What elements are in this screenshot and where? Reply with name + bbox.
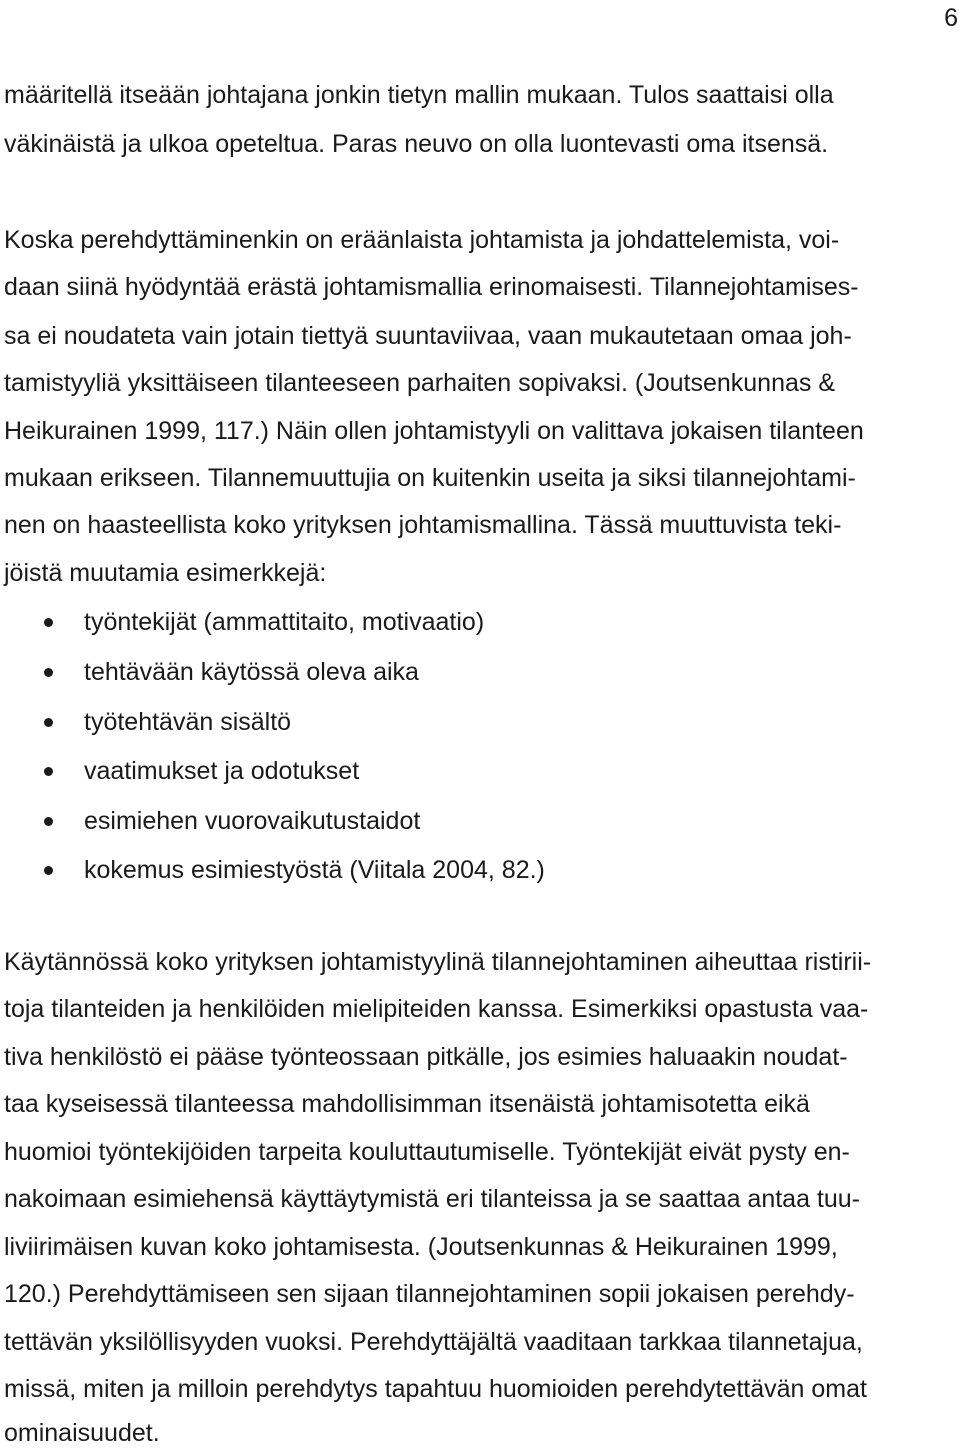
list-item: työntekijät (ammattitaito, motivaatio) xyxy=(84,608,485,636)
page-number: 6 xyxy=(944,4,958,32)
bullet-icon xyxy=(44,618,53,627)
paragraph-3-line: liviirimäisen kuvan koko johtamisesta. (Joutsenkunnas & Heikurainen 1999, xyxy=(4,1233,838,1261)
bullet-icon xyxy=(44,668,53,677)
paragraph-3-line: tettävän yksilöllisyyden vuoksi. Perehdyttäjältä vaaditaan tarkkaa tilannetajua, xyxy=(4,1328,863,1356)
paragraph-2-line: jöistä muutamia esimerkkejä: xyxy=(4,559,327,587)
paragraph-3-line: taa kyseisessä tilanteessa mahdollisimman itsenäistä johtamisotetta eikä xyxy=(4,1090,810,1118)
list-item: työtehtävän sisältö xyxy=(84,708,292,736)
paragraph-2-line: mukaan erikseen. Tilannemuuttujia on kuitenkin useita ja siksi tilannejohtami- xyxy=(4,464,856,492)
paragraph-1-line: väkinäistä ja ulkoa opeteltua. Paras neuvo on olla luontevasti oma itsensä. xyxy=(4,130,829,158)
bullet-icon xyxy=(44,718,53,727)
paragraph-2-line: Heikurainen 1999, 117.) Näin ollen johtamistyyli on valittava jokaisen tilanteen xyxy=(4,417,864,445)
bullet-icon xyxy=(44,767,53,776)
bullet-icon xyxy=(44,866,53,875)
paragraph-3-line: 120.) Perehdyttämiseen sen sijaan tilannejohtaminen sopii jokaisen perehdy- xyxy=(4,1280,855,1308)
paragraph-3-line: missä, miten ja milloin perehdytys tapahtuu huomioiden perehdytettävän omat xyxy=(4,1375,867,1403)
paragraph-2-line: Koska perehdyttäminenkin on eräänlaista johtamista ja johdattelemista, voi- xyxy=(4,226,840,254)
list-item: kokemus esimiestyöstä (Viitala 2004, 82.) xyxy=(84,856,545,884)
bullet-icon xyxy=(44,817,53,826)
paragraph-3-line: toja tilanteiden ja henkilöiden mielipiteiden kanssa. Esimerkiksi opastusta vaa- xyxy=(4,995,869,1023)
paragraph-3-line: ominaisuudet. xyxy=(4,1419,160,1447)
paragraph-3-line: huomioi työntekijöiden tarpeita kouluttautumiselle. Työntekijät eivät pysty en- xyxy=(4,1138,850,1166)
paragraph-2-line: tamistyyliä yksittäiseen tilanteeseen parhaiten sopivaksi. (Joutsenkunnas & xyxy=(4,369,835,397)
list-item: esimiehen vuorovaikutustaidot xyxy=(84,807,421,835)
paragraph-2-line: sa ei noudateta vain jotain tiettyä suuntaviivaa, vaan mukautetaan omaa joh- xyxy=(4,322,852,350)
list-item: tehtävään käytössä oleva aika xyxy=(84,658,419,686)
paragraph-2-line: daan siinä hyödyntää erästä johtamismallia erinomaisesti. Tilannejohtamises- xyxy=(4,273,859,301)
paragraph-3-line: nakoimaan esimiehensä käyttäytymistä eri tilanteissa ja se saattaa antaa tuu- xyxy=(4,1185,861,1213)
list-item: vaatimukset ja odotukset xyxy=(84,757,360,785)
paragraph-3-line: tiva henkilöstö ei pääse työnteossaan pitkälle, jos esimies haluaakin noudat- xyxy=(4,1043,848,1071)
paragraph-2-line: nen on haasteellista koko yrityksen johtamismallina. Tässä muuttuvista teki- xyxy=(4,511,842,539)
paragraph-3-line: Käytännössä koko yrityksen johtamistyylinä tilannejohtaminen aiheuttaa ristirii- xyxy=(4,948,872,976)
paragraph-1-line: määritellä itseään johtajana jonkin tietyn mallin mukaan. Tulos saattaisi olla xyxy=(4,81,834,109)
